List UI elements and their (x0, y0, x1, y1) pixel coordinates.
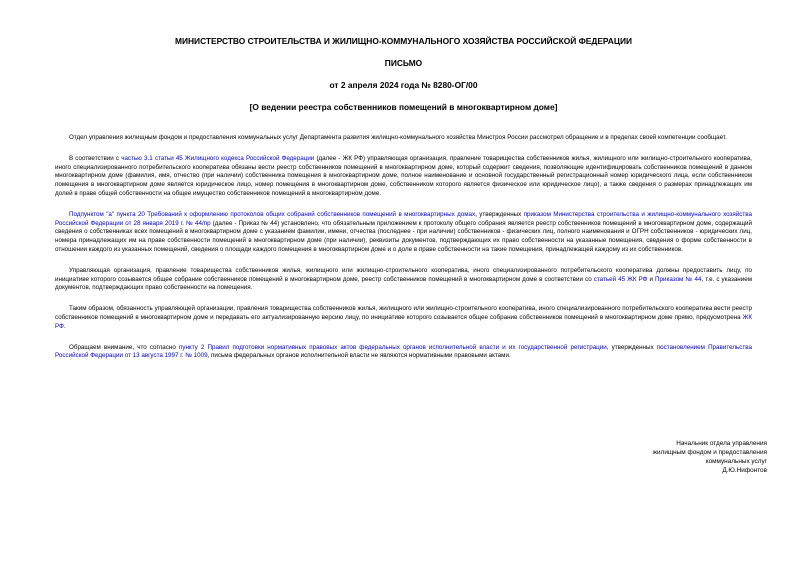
paragraph-text: и (647, 275, 656, 283)
paragraph-text: , письма федеральных органов исполнительной власти не являются нормативными правовыми актами. (207, 352, 511, 360)
paragraph-text: Отдел управления жилищным фондом и предоставления коммунальных услуг Департамента развития жилищно-коммунального хозяйства Минстроя России рассмотрел обращение и в пределах своей компетенции сообщает. (69, 134, 727, 141)
document-subject: [О ведении реестра собственников помещений в многоквартирном доме] (249, 102, 558, 112)
paragraph-1 (55, 134, 752, 143)
ministry-title: МИНИСТЕРСТВО СТРОИТЕЛЬСТВА И ЖИЛИЩНО-КОММУНАЛЬНОГО ХОЗЯЙСТВА РОССИЙСКОЙ ФЕДЕРАЦИИ (175, 36, 632, 46)
paragraph-2 (55, 155, 752, 199)
paragraph-text: Обращаем внимание, что согласно (69, 343, 179, 351)
paragraph-4 (55, 267, 752, 293)
link-government-resolution-1009[interactable]: постановлением Правительства Российской Федерации от 13 августа 1997 г. № 1009 (55, 343, 752, 360)
paragraph-3 (55, 211, 752, 255)
signature-position-line-3: коммунальных услуг (705, 457, 767, 465)
paragraph-text: , утвержденных (606, 343, 657, 351)
signature-position-line-2: жилищным фондом и предоставления (652, 448, 767, 456)
signature-position-line-1: Начальник отдела управления (676, 440, 767, 447)
paragraph-text: , утвержденных (475, 210, 524, 218)
link-zhk-rf[interactable]: ЖК РФ (55, 313, 752, 330)
paragraph-text: , т.е. с указанием документов, подтверждающих право собственности на помещения. (55, 275, 753, 292)
link-rules-point-2[interactable]: пункту 2 Правил подготовки нормативных правовых актов федеральных органов исполнительной власти и их государственной регистрации (178, 343, 607, 351)
link-order-44[interactable]: Приказом № 44 (655, 275, 702, 283)
document-date-number: от 2 апреля 2024 года № 8280-ОГ/00 (329, 80, 478, 90)
paragraph-5 (55, 305, 752, 331)
paragraph-text: Управляющая организация, правление товарищества собственников жилья, жилищного или жилищно-строительного кооператива, иного специализированного потребительского кооператива должны предоставить лицу, по инициативе которого созывается общее собрание собственников помещений в многоквартирном доме, реестр собственников помещений в многоквартирном доме в соответствии со (55, 266, 752, 283)
paragraph-text: . (63, 322, 66, 330)
link-zhk-rf-article-45[interactable]: статьей 45 ЖК РФ (593, 275, 648, 283)
paragraph-text: В соответствии с (69, 154, 122, 162)
document-type: ПИСЬМО (384, 58, 423, 68)
paragraph-text: (далее - ЖК РФ) управляющая организация, правление товарищества собственников жилья, жилищного или жилищно-строительного кооператива, иного специализированного потребительского кооператива обязаны вести реестр собственников помещений в многоквартирном доме, который содержит сведения, позволяющие идентифицировать собственников помещений в данном многоквартирном доме (фамилия, имя, отчество (при наличии) собственника помещения в многоквартирном доме, полное наименование и основной государственный регистрационный номер юридического лица, если собственником помещения в многоквартирном доме является юридическое лицо, номер помещения в многоквартирном доме, собственником которого является физическое или юридическое лицо), а также сведения о размерах принадлежащих им долей в праве общей собственности на общее имущество собственников помещений в многоквартирном доме. (55, 154, 753, 197)
paragraph-text: Таким образом, обязанность управляющей организации, правления товарищества собственников жилья, жилищного или жилищно-строительного кооператива, иного специализированного потребительского кооператива вести реестр собственников помещений в многоквартирном доме и передавать его актуализированную версию лицу, по инициативе которого созывается общее собрание собственников помещений в многоквартирном доме прямо, предусмотрена (55, 305, 752, 321)
document-body (55, 134, 752, 361)
link-order-44-pr[interactable]: приказом Министерства строительства и жилищно-коммунального хозяйства Российской Федерации от 28 января 2019 г. № 44/пр (55, 210, 752, 227)
signature-block (653, 440, 767, 476)
paragraph-text: (далее - Приказ № 44) установлено, что обязательным приложением к протоколу общего собрания является реестр собственников помещений в многоквартирном доме, содержащий сведения о собственниках всех помещений в многоквартирном доме с указанием фамилии, имени, отчества (последнее - при наличии) собственников - физических лиц, полного наименования и ОГРН собственников - юридических лиц, номера принадлежащих им на праве собственности помещений в многоквартирном доме (при наличии), реквизиты документов, подтверждающих их право собственности на указанные помещения, сведения о форме собственности в отношении каждого из указанных помещений, сведения о площади каждого помещения в многоквартирном доме и о доле в праве собственности на такие помещения, принадлежащей каждому из их собственников. (55, 219, 752, 253)
link-requirements-subpoint-a-point-20[interactable]: Подпунктом "а" пункта 20 Требований к оформлению протоколов общих собраний собственников помещений в многоквартирных домах (69, 210, 476, 218)
signatory-name: Д.Ю.Нифонтов (722, 466, 767, 474)
paragraph-6 (55, 344, 752, 362)
link-zhk-rf-article-45-part-3-1[interactable]: частью 3.1 статьи 45 Жилищного кодекса Российской Федерации (121, 154, 315, 162)
